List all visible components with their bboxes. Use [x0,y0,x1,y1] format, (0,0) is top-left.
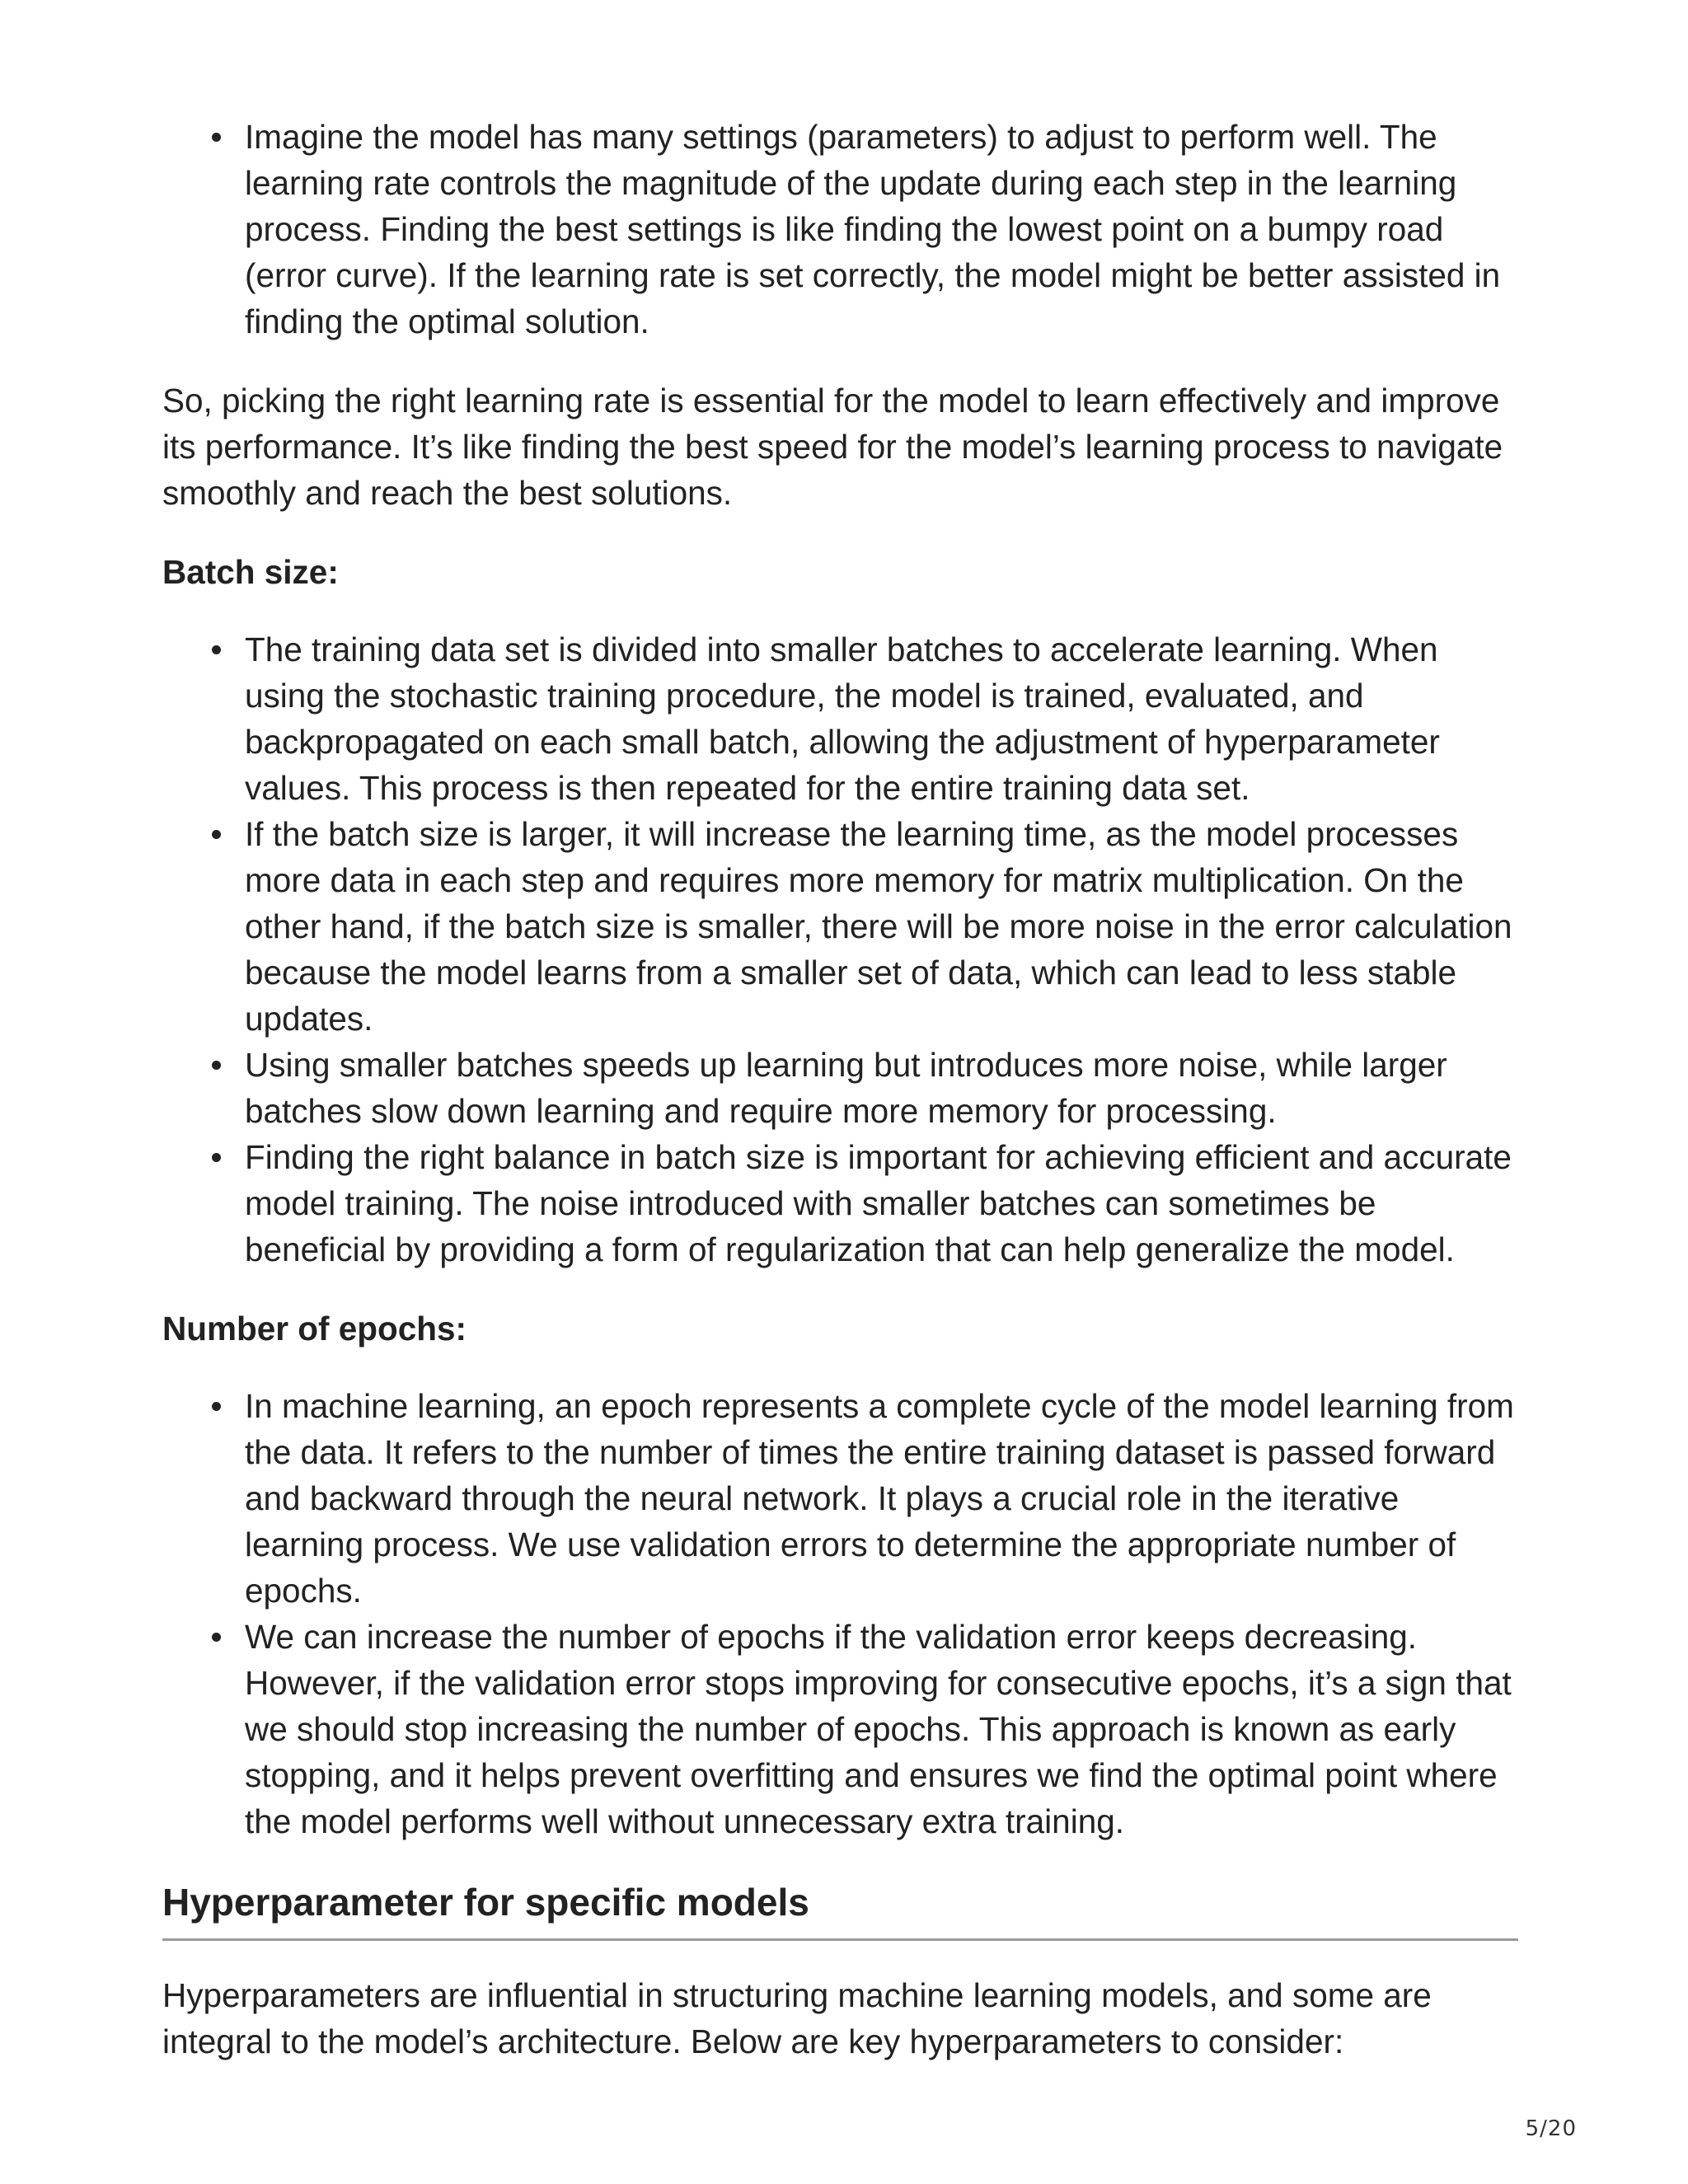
list-item: In machine learning, an epoch represents a complete cycle of the model learning from the data. It refers to the number of times the entire training dataset is passed forward and backward through the neural network. It plays a crucial role in the iterative learning process. We use validation errors to determine the appropriate number of epochs. [245,1383,1518,1614]
epochs-bullet-list [162,1383,1518,1844]
list-item: Using smaller batches speeds up learning but introduces more noise, while larger batches slow down learning and require more memory for processing. [245,1042,1518,1134]
document-page [162,114,1518,2064]
learning-rate-bullet-list [162,114,1518,344]
list-item: Imagine the model has many settings (parameters) to adjust to perform well. The learning rate controls the magnitude of the update during each step in the learning process. Finding the best settings is like finding the lowest point on a bumpy road (error curve). If the learning rate is set correctly, the model might be better assisted in finding the optimal solution. [245,114,1518,344]
section-intro-paragraph: Hyperparameters are influential in structuring machine learning models, and some are integral to the model’s architecture. Below are key hyperparameters to consider: [162,1976,1432,2061]
list-item: Finding the right balance in batch size is important for achieving efficient and accurate model training. The noise introduced with smaller batches can sometimes be beneficial by providing a form of regularization that can help generalize the model. [245,1134,1518,1272]
batch-size-label: Batch size: [162,553,339,591]
list-item: The training data set is divided into smaller batches to accelerate learning. When using the stochastic training procedure, the model is trained, evaluated, and backpropagated on each small batch, allowing the adjustment of hyperparameter values. This process is then repeated for the entire training data set. [245,626,1518,811]
list-item: We can increase the number of epochs if the validation error keeps decreasing. However, if the validation error stops improving for consecutive epochs, it’s a sign that we should stop increasing the number of epochs. This approach is known as early stopping, and it helps prevent overfitting and ensures we find the optimal point where the model performs well without unnecessary extra training. [245,1614,1518,1844]
learning-rate-summary-paragraph: So, picking the right learning rate is essential for the model to learn effectively and improve its performance. It’s like finding the best speed for the model’s learning process to navigate smoothly and reach the best solutions. [162,382,1503,512]
section-heading: Hyperparameter for specific models [162,1877,1518,1941]
batch-size-bullet-list [162,626,1518,1272]
list-item: If the batch size is larger, it will increase the learning time, as the model processes more data in each step and requires more memory for matrix multiplication. On the other hand, if the batch size is smaller, there will be more noise in the error calculation because the model learns from a smaller set of data, which can lead to less stable updates. [245,811,1518,1042]
page-number: 5/20 [1525,2116,1577,2141]
epochs-label: Number of epochs: [162,1310,467,1347]
